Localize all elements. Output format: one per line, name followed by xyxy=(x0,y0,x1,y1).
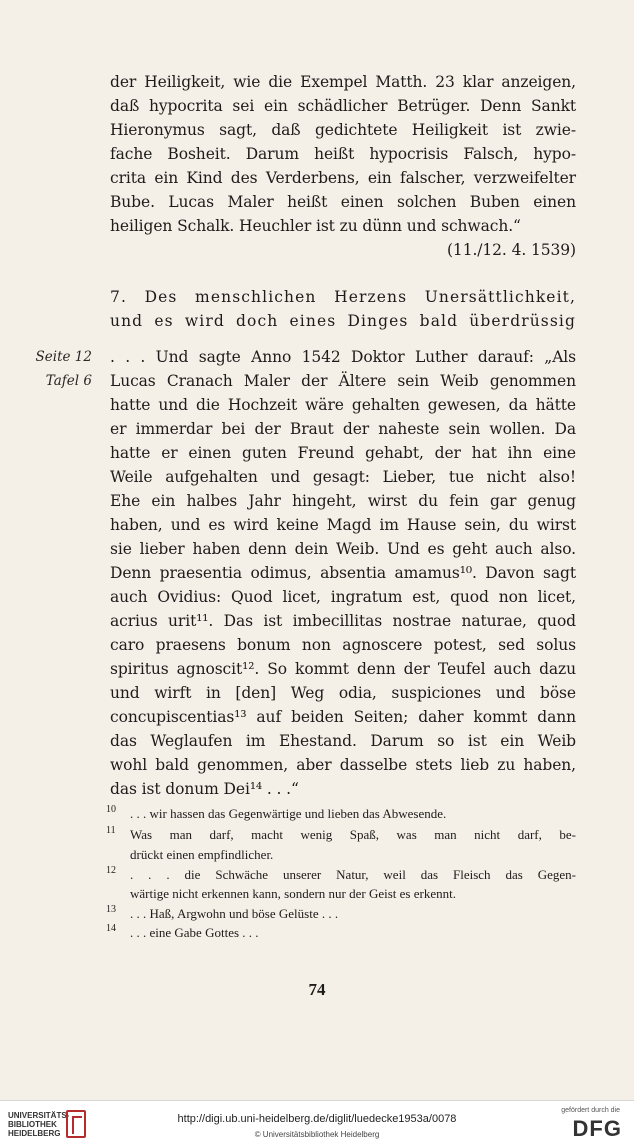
text-line: er immerdar bei der Braut der naheste sein wollen. Da xyxy=(110,420,576,438)
page-number: 74 xyxy=(308,980,326,999)
footnote-text: . . . Haß, Argwohn und böse Gelüste . . . xyxy=(130,906,339,921)
text-line: daß hypocrita sei ein schädlicher Betrüger. Denn Sankt xyxy=(110,97,576,115)
text-line: das Weglaufen im Ehestand. Darum so ist ein Weib xyxy=(110,732,576,750)
text-line: concupiscentias¹³ auf beiden Seiten; daher kommt dann xyxy=(110,708,576,726)
text-line: Ehe ein halbes Jahr hingeht, wirst du fein gar genug xyxy=(110,492,576,510)
text-line: caro praesens bonum non agnoscere potest, sed solus xyxy=(110,636,576,654)
footnote-text: drückt einen empfindlicher. xyxy=(130,847,274,862)
text-line: sie lieber haben denn dein Weib. Und es geht auch also. xyxy=(110,540,576,558)
footnote-number: 11 xyxy=(106,825,116,836)
text-line: das ist donum Dei¹⁴ . . .“ xyxy=(110,780,299,798)
heading-line: 7. Des menschlichen Herzens Unersättlichkeit, xyxy=(110,288,576,306)
logo-line: HEIDELBERG xyxy=(8,1129,61,1138)
footnote-text: . . . wir hassen das Gegenwärtige und lieben das Abwesende. xyxy=(130,806,447,821)
dfg-logo: DFG xyxy=(572,1116,622,1141)
text-line: auch Ovidius: Quod licet, ingratum est, quod non licet, xyxy=(110,588,576,606)
copyright-notice: © Universitätsbibliothek Heidelberg xyxy=(254,1130,380,1139)
text-line: fache Bosheit. Darum heißt hypocrisis Falsch, hypo- xyxy=(110,145,576,163)
funding-caption: gefördert durch die xyxy=(561,1107,620,1114)
text-line: Denn praesentia odimus, absentia amamus¹⁰. Davon sagt xyxy=(110,564,576,582)
text-line: Weile aufgehalten und gesagt: Lieber, tue nicht also! xyxy=(110,468,576,486)
footnote-text: wärtige nicht erkennen kann, sondern nur der Geist es erkennt. xyxy=(130,886,456,901)
text-line: der Heiligkeit, wie die Exempel Matth. 23 klar anzeigen, xyxy=(110,73,576,91)
footnote-number: 14 xyxy=(106,923,116,934)
logo-line: BIBLIOTHEK xyxy=(8,1120,57,1129)
text-line: hatte er einen guten Freund gehabt, der hat ihn eine xyxy=(110,444,576,462)
footnote-text: . . . eine Gabe Gottes . . . xyxy=(130,925,259,940)
footnote-number: 12 xyxy=(106,865,116,876)
logo-line: UNIVERSITÄTS- xyxy=(8,1111,70,1120)
heading-line: und es wird doch eines Dinges bald überdrüssig xyxy=(110,312,576,330)
text-line: heiligen Schalk. Heuchler ist zu dünn und schwach.“ xyxy=(110,217,521,235)
text-line: hatte und die Hochzeit wäre gehalten gewesen, da hätte xyxy=(110,396,576,414)
text-line: Bube. Lucas Maler heißt einen solchen Buben einen xyxy=(110,193,576,211)
footnote-number: 13 xyxy=(106,904,116,915)
footnote-text: . . . die Schwäche unserer Natur, weil das Fleisch das Gegen- xyxy=(130,867,576,882)
margin-note-seite: Seite 12 xyxy=(35,349,92,365)
text-line: wohl bald genommen, aber dasselbe stets lieb zu haben, xyxy=(110,756,576,774)
date-line: (11./12. 4. 1539) xyxy=(446,241,576,259)
text-line: crita ein Kind des Verderbens, ein falscher, verzweifelter xyxy=(110,169,576,187)
viewer-footer xyxy=(0,1100,634,1148)
text-line: und wirft in [den] Weg odia, suspiciones und böse xyxy=(110,684,576,702)
margin-note-tafel: Tafel 6 xyxy=(45,373,92,389)
footnote-number: 10 xyxy=(106,804,116,815)
permalink-url[interactable]: http://digi.ub.uni-heidelberg.de/diglit/luedecke1953a/0078 xyxy=(177,1113,457,1125)
text-line: haben, und es wird keine Magd im Hause sein, du wirst xyxy=(110,516,576,534)
text-line: . . . Und sagte Anno 1542 Doktor Luther darauf: „Als xyxy=(110,348,576,366)
text-line: Hieronymus sagt, daß gedichtete Heiligkeit ist zwie- xyxy=(110,121,576,139)
text-line: acrius urit¹¹. Das ist imbecillitas nostrae naturae, quod xyxy=(110,612,576,630)
footnote-text: Was man darf, macht wenig Spaß, was man nicht darf, be- xyxy=(130,827,576,842)
text-line: spiritus agnoscit¹². So kommt denn der Teufel auch dazu xyxy=(110,660,576,678)
text-line: Lucas Cranach Maler der Ältere sein Weib genommen xyxy=(110,372,576,390)
